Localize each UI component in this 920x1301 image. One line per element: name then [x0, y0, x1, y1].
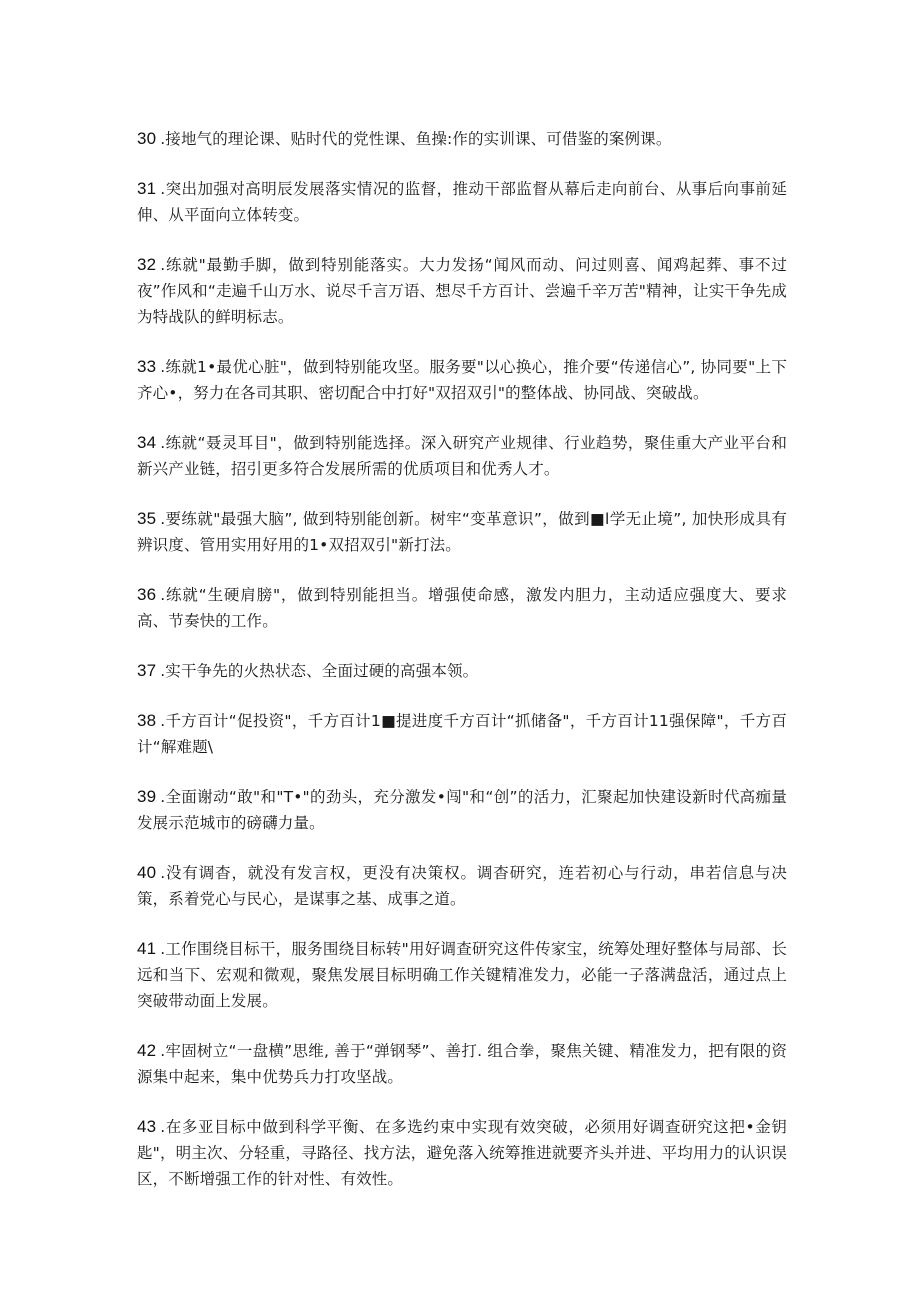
- item-number: 38: [137, 711, 157, 730]
- list-item: [137, 1114, 787, 1192]
- item-number: 35: [137, 509, 157, 528]
- item-number: 40: [137, 863, 157, 882]
- item-number: 34: [137, 433, 157, 452]
- list-item: [137, 126, 787, 152]
- item-text: .没有调杳，就没有发言权，更没有决策权。调杳研究，连若初心与行动，串若信息与决策，系着党心与民心，是谋事之基、成事之道。: [137, 864, 787, 908]
- list-item: [137, 582, 787, 634]
- item-number: 39: [137, 787, 157, 806]
- item-number: 31: [137, 179, 157, 198]
- item-text: .练就“生硬肩膀"，做到特别能担当。增强使命感，激发内胆力，主动适应强度大、要求高、节奏快的工作。: [137, 586, 787, 630]
- list-item: [137, 860, 787, 912]
- item-text: .全面谢动“敢"和"T•"的劲头，充分激发•闯"和“创”的活力，汇聚起加快建设新时代高痂量发展示范城市的磅礴力量。: [137, 788, 787, 832]
- item-text: .练就"最勤手脚，做到特别能落实。大力发扬“闻风而动、问过则喜、闻鸡起葬、事不过夜”作风和“走遍千山万水、说尽千言万语、想尽千方百计、尝遍千辛万苦"精神，让实干争先成为特战队的鲜明标志。: [137, 256, 787, 326]
- item-number: 43: [137, 1117, 157, 1136]
- item-text: .练就1•最优心脏"，做到特别能攻坚。服务要"以心换心，推介要“传递信心”, 协同要"上下齐心•，努力在各司其职、密切配合中打好"双招双引"的整体战、协同战、突破战。: [137, 358, 787, 402]
- item-text: .在多亚目标中做到科学平衡、在多选约束中实现有效突破，必须用好调查研究这把•金钥匙"，明主次、分轻重，寻路径、找方法，避免落入统筹推进就要齐头并进、平均用力的认识误区，不断增强工作的针对性、有效性。: [137, 1118, 787, 1188]
- list-item: [137, 784, 787, 836]
- list-item: [137, 1038, 787, 1090]
- list-item: [137, 708, 787, 760]
- item-text: .牢固树立“一盘横”思维, 善于“弹钢琴”、善打. 组合拳，聚焦关键、精准发力，把有限的资源集中起来，集中优势兵力打攻坚战。: [137, 1042, 787, 1086]
- item-text: .要练就"最强大脑”, 做到特别能创新。树牢“变革意识”，做到■l学无止境”, 加快形成具有辨识度、管用实用好用的1•双招双引"新打法。: [137, 510, 787, 554]
- list-item: [137, 176, 787, 228]
- list-item: [137, 936, 787, 1014]
- item-number: 37: [137, 661, 157, 680]
- item-number: 41: [137, 939, 157, 958]
- list-item: [137, 506, 787, 558]
- numbered-list: [137, 126, 787, 1216]
- item-number: 33: [137, 357, 157, 376]
- item-text: .工作围绕目标干，服务围绕目标转"用好调查研究这件传家宝，统筹处理好整体与局部、长远和当下、宏观和微观，聚焦发展目标明确工作关键精准发力，必能一子落满盘活，通过点上突破带动面上发展。: [137, 940, 787, 1010]
- item-text: .接地气的理论课、贴时代的党性课、鱼操:作的实训课、可借鉴的案例课。: [160, 130, 672, 148]
- item-text: .实干争先的火热状态、全面过硬的高强本领。: [160, 662, 479, 680]
- item-number: 36: [137, 585, 157, 604]
- list-item: [137, 430, 787, 482]
- list-item: [137, 354, 787, 406]
- item-number: 32: [137, 255, 157, 274]
- item-number: 30: [137, 129, 157, 148]
- list-item: [137, 658, 787, 684]
- item-text: .练就“聂灵耳目"，做到特别能选择。深入研究产业规律、行业趋势，聚佳重大产业平台和新兴产业链，招引更多符合发展所需的优质项目和优秀人才。: [137, 434, 787, 478]
- item-text: .突出加强对高明辰发展落实情况的监督，推动干部监督从幕后走向前台、从事后向事前延伸、从平面向立体转变。: [137, 180, 787, 224]
- item-number: 42: [137, 1041, 157, 1060]
- item-text: .千方百计“促投资"，千方百计1■提进度千方百计“抓储备"，千方百计11强保障"，千方百计“解难题\: [137, 712, 787, 756]
- list-item: [137, 252, 787, 330]
